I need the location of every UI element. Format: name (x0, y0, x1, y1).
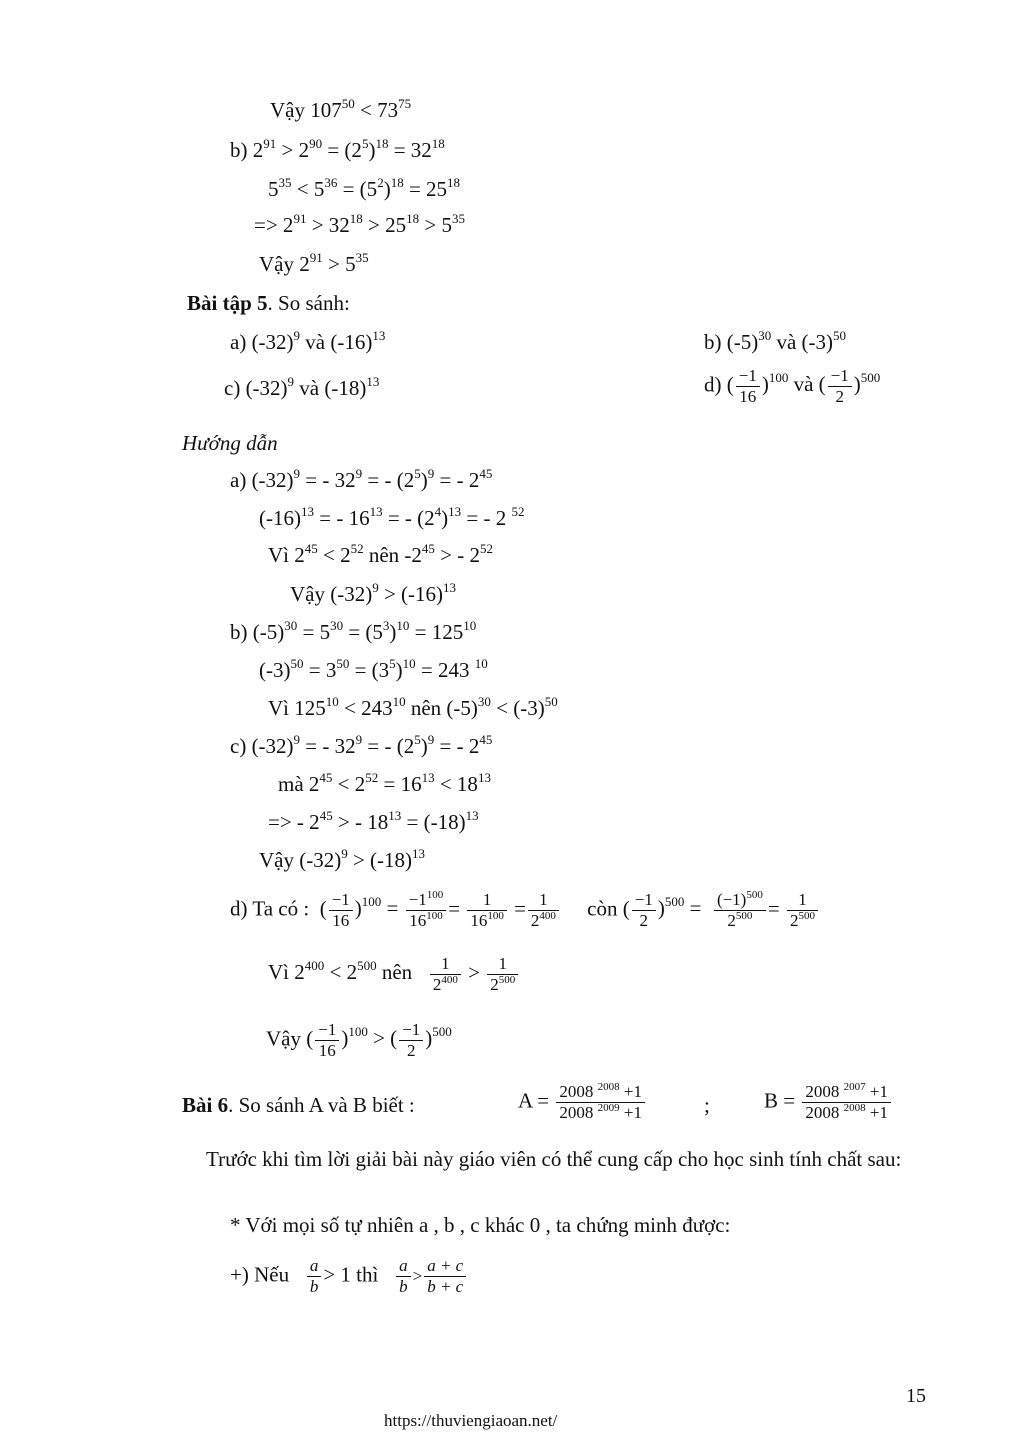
line-b-2-91: b) $2^{91} > 2^{90} = (2^5)^{18} = 32^{18}$ (230, 136, 445, 162)
exp-100-equals: )$^{100}$ = (354, 894, 399, 921)
guide-d-line3: Vậy ( $\frac{-1}{16}$ )$^{100}$ > ( $\frac{-1}{2}$ )$^{500}$ (266, 1020, 452, 1060)
fraction-1-over-2pow400: $\frac{1}{2^{400}}$ (430, 954, 461, 995)
item-d-label: d) ( (704, 372, 734, 397)
fraction-apc-over-bpc: $\frac{a + c}{b + c}$ (424, 1256, 466, 1297)
guide-a-line3: Vì $2^{45} < 2^{52}$ nên $-2^{45}$ > - $2^{52}$ (268, 541, 494, 567)
guide-d-because: Vì $2^{400} < 2^{500}$ nên (268, 958, 413, 985)
fraction-minus1-over-2: $\frac{-1}{2}$ (828, 366, 852, 407)
line-implies-chain: => $2^{91} > 32^{18} > 25^{18} > 5^{35}$ (254, 211, 465, 237)
guide-c-line2: mà $2^{45} < 2^{52} = 16^{13} < 18^{13}$ (278, 770, 491, 796)
con-label: còn ( (587, 896, 630, 921)
line-5-35: $5^{35} < 5^{36} = (5^2)^{18} = 25^{18}$ (268, 175, 461, 201)
guide-a-line1: a) $(-32)^9$ = - $32^9$ = - $(2^5)^9$ = - $2^{45}$ (230, 466, 493, 492)
fraction-minus1-over-2: $\frac{-1}{2}$ (399, 1020, 423, 1061)
fraction-1-over-2pow400: $\frac{1}{2^{400}}$ (528, 890, 559, 931)
fraction-B: $\frac{2008 ^{2007} +1}{2008 ^{2008} +1}$ (802, 1082, 891, 1123)
guide-b-line2: $(-3)^{50} = 3^{50} = (3^5)^{10} = 243$ $^{10}$ (259, 656, 488, 682)
guide-c-line3: => - $2^{45}$ > - $18^{13} = (-18)^{13}$ (268, 808, 479, 834)
fraction-minus1-over-16: $\frac{-1}{16}$ (736, 366, 760, 407)
fraction-1-over-16pow100: $\frac{1}{16^{100}}$ (467, 890, 507, 931)
exercise-6-heading (182, 1093, 415, 1117)
footer-url[interactable]: https://thuviengiaoan.net/ (384, 1411, 558, 1430)
item-d-end: )$^{500}$ (853, 370, 881, 397)
exercise-5-item-c: c) $(-32)^9$ và $(-18)^{13}$ (224, 374, 380, 400)
fraction-minus1-over-16: $\frac{-1}{16}$ (329, 890, 353, 931)
line-vay-2-91: Vậy $2^{91} > 5^{35}$ (259, 250, 369, 276)
guide-d-line2: Vì $2^{400} < 2^{500}$ nên $\frac{1}{2^{400}}$ > $\frac{1}{2^{500}}$ (268, 954, 520, 995)
guide-heading (182, 431, 278, 455)
exercise-5-instruction: . So sánh: (267, 291, 350, 315)
expression-A: A = $\frac{2008 ^{2008} +1}{2008 ^{2009} +1}$ (518, 1082, 647, 1123)
exercise-6-title: Bài 6 (182, 1093, 229, 1117)
guide-d-label: d) Ta có : (230, 896, 310, 921)
guide-c-line1: c) $(-32)^9$ = - $32^9$ = - $(2^5)^9$ = - $2^{45}$ (230, 732, 493, 758)
guide-a-line2: $(-16)^{13}$ = - $16^{13}$ = - $(2^4)^{13}$ = - 2 $^{52}$ (259, 504, 525, 530)
expression-B: B = $\frac{2008 ^{2007} +1}{2008 ^{2008} +1}$ (764, 1082, 893, 1123)
fraction-minus1pow500-over-2pow500: $\frac{(-1)^{500}}{2^{500}}$ (714, 890, 766, 931)
guide-label: Hướng dẫn (182, 431, 278, 455)
fraction-minus1pow100-over-16pow100: $\frac{-1^{100}}{16^{100}}$ (406, 890, 447, 931)
property-statement: * Với mọi số tự nhiên a , b , c khác 0 , ta chứng minh được: (230, 1213, 731, 1237)
exercise-5-item-a: a) $(-32)^9$ và $(-16)^{13}$ (230, 328, 386, 354)
exercise-5-item-d (704, 366, 880, 407)
fraction-1-over-2pow500: $\frac{1}{2^{500}}$ (487, 954, 518, 995)
guide-d-conclusion-label: Vậy ( (266, 1026, 314, 1051)
guide-b-line3: Vì $125^{10} < 243^{10}$ nên $(-5)^{30} < (-3)^{50}$ (268, 694, 558, 720)
guide-a-line4: Vậy $(-32)^9 > (-16)^{13}$ (290, 580, 457, 606)
fraction-a-over-b: $\frac{a}{b}$ (396, 1256, 411, 1297)
semicolon: ; (704, 1093, 710, 1117)
exercise-5-heading (187, 291, 350, 315)
fraction-a-over-b: $\frac{a}{b}$ (307, 1256, 322, 1297)
fraction-minus1-over-2: $\frac{-1}{2}$ (632, 890, 656, 931)
guide-b-line1: b) $(-5)^{30} = 5^{30} = (5^3)^{10} = 125^{10}$ (230, 618, 477, 644)
guide-c-line4: Vậy $(-32)^9 > (-18)^{13}$ (259, 846, 426, 872)
fraction-minus1-over-16: $\frac{-1}{16}$ (315, 1020, 339, 1061)
exp-500-equals: )$^{500}$ = (657, 894, 702, 921)
line-vay-107: Vậy $107^{50} < 73^{75}$ (270, 96, 412, 122)
fraction-A: $\frac{2008 ^{2008} +1}{2008 ^{2009} +1}$ (556, 1082, 645, 1123)
exercise-5-title: Bài tập 5 (187, 291, 268, 315)
property-rule: +) Nếu $\frac{a}{b}$ > 1 thì $\frac{a}{b}$ > $\frac{a + c}{b + c}$ (230, 1256, 468, 1297)
page-number: 15 (906, 1385, 926, 1407)
exercise-6-instruction: . So sánh A và B biết : (228, 1093, 415, 1117)
intro-paragraph: Trước khi tìm lời giải bài này giáo viên có thể cung cấp cho học sinh tính chất sau: (206, 1147, 902, 1171)
exercise-5-item-b: b) $(-5)^{30}$ và $(-3)^{50}$ (704, 328, 847, 354)
item-d-middle: )$^{100}$ và ( (761, 370, 826, 397)
fraction-1-over-2pow500: $\frac{1}{2^{500}}$ (787, 890, 818, 931)
guide-d-line1: d) Ta có : ( $\frac{-1}{16}$ )$^{100}$ = $\frac{-1^{100}}{16^{100}}$ = $\frac{1}{16^{100}}$ = $\frac{1}{2^{400}}$ còn ( $\frac{-1}{2}$ )$^{500}$ = $\frac{(-1)^{500}}{2^{500}}$ = $\frac{1}{2^{500}}$ (230, 890, 820, 931)
